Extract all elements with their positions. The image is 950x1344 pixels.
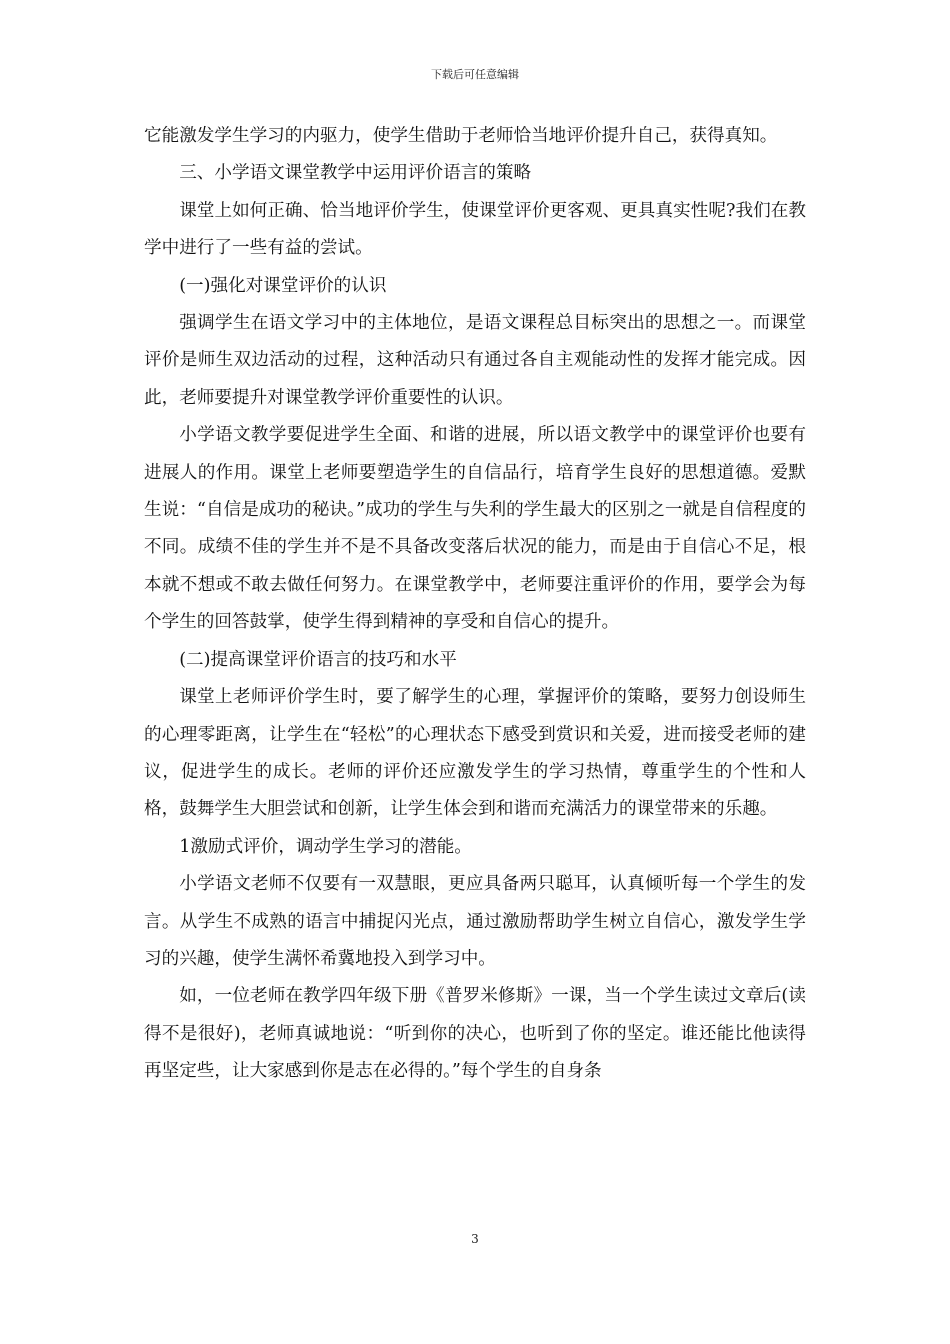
subsection-heading: (二)提高课堂评价语言的技巧和水平 [179,649,457,670]
subsection-heading: (一)强化对课堂评价的认识 [179,275,387,296]
paragraph: 小学语文老师不仅要有一双慧眼，更应具备两只聪耳，认真倾听每一个学生的发言。从学生不成熟的语言中捕捉闪光点，通过激励帮助学生树立自信心，激发学生学习的兴趣，使学生满怀希冀地投入到学习中。 [144,874,806,969]
paragraph: 小学语文教学要促进学生全面、和谐的进展，所以语文教学中的课堂评价也要有进展人的作用。课堂上老师要塑造学生的自信品行，培育学生良好的思想道德。爱默生说：“自信是成功的秘诀。”成功的学生与失利的学生最大的区别之一就是自信程度的不同。成绩不佳的学生并不是不具备改变落后状况的能力，而是由于自信心不足，根本就不想或不敢去做任何努力。在课堂教学中，老师要注重评价的作用，要学会为每个学生的回答鼓掌，使学生得到精神的享受和自信心的提升。 [144,425,806,633]
paragraph: 它能激发学生学习的内驱力，使学生借助于老师恰当地评价提升自己，获得真知。 [144,126,778,146]
page-number: 3 [471,1232,479,1246]
list-heading: 1激励式评价，调动学生学习的潜能。 [179,836,472,857]
paragraph: 强调学生在语文学习中的主体地位，是语文课程总目标突出的思想之一。而课堂评价是师生双边活动的过程，这种活动只有通过各自主观能动性的发挥才能完成。因此，老师要提升对课堂教学评价重要性的认识。 [144,313,806,408]
paragraph: 课堂上老师评价学生时，要了解学生的心理，掌握评价的策略，要努力创设师生的心理零距离，让学生在“轻松”的心理状态下感受到赏识和关爱，进而接受老师的建议，促进学生的成长。老师的评价还应激发学生的学习热情，尊重学生的个性和人格，鼓舞学生大胆尝试和创新，让学生体会到和谐而充满活力的课堂带来的乐趣。 [144,687,806,820]
page-header: 下载后可任意编辑 [431,68,519,81]
document-body [144,118,806,1091]
section-heading: 三、小学语文课堂教学中运用评价语言的策略 [179,163,532,184]
paragraph: 如，一位老师在教学四年级下册《普罗米修斯》一课，当一个学生读过文章后(读得不是很好)，老师真诚地说：“听到你的决心，也听到了你的坚定。谁还能比他读得再坚定些，让大家感到你是志在必得的。”每个学生的自身条 [144,986,806,1082]
paragraph: 课堂上如何正确、恰当地评价学生，使课堂评价更客观、更具真实性呢?我们在教学中进行了一些有益的尝试。 [144,200,806,259]
